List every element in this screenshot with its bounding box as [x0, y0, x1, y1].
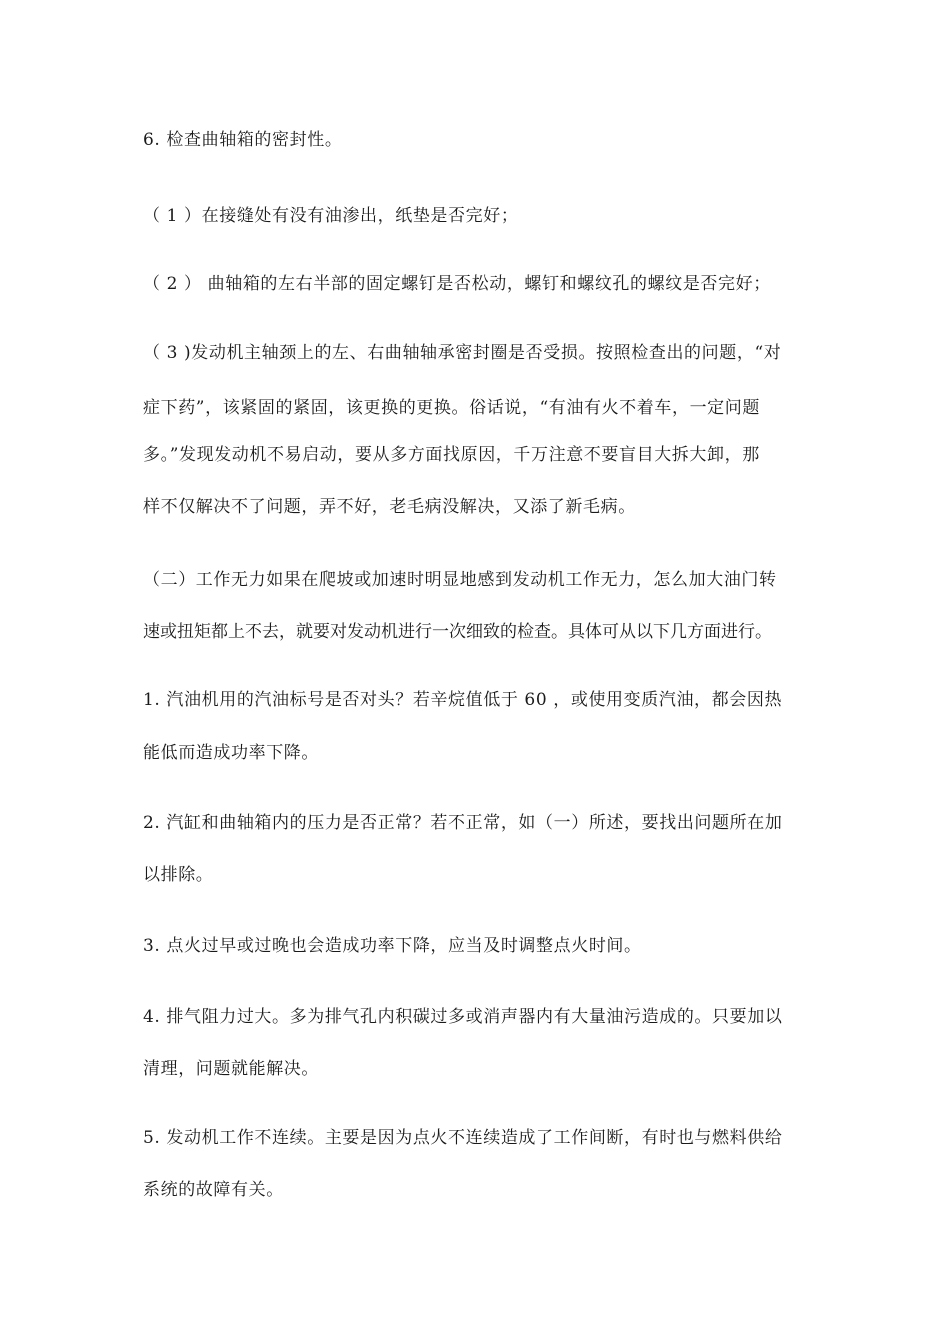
item-6-sub-3-line-2: 症下药”，该紧固的紧固，该更换的更换。俗话说，“有油有火不着车，一定问题 — [143, 398, 760, 418]
point-5-line-1: 5. 发动机工作不连续。主要是因为点火不连续造成了工作间断，有时也与燃料供给 — [143, 1128, 783, 1148]
point-1-line-1: 1. 汽油机用的汽油标号是否对头？若辛烷值低于 60 ，或使用变质汽油，都会因热 — [143, 690, 783, 710]
item-6-sub-2: （ 2 ） 曲轴箱的左右半部的固定螺钉是否松动，螺钉和螺纹孔的螺纹是否完好； — [143, 274, 771, 294]
item-6-sub-1: （ 1 ）在接缝处有没有油渗出，纸垫是否完好； — [143, 206, 519, 226]
point-4-line-2: 清理，问题就能解决。 — [143, 1059, 319, 1079]
section-2-paragraph-line-1: （二）工作无力如果在爬坡或加速时明显地感到发动机工作无力，怎么加大油门转 — [143, 570, 777, 590]
point-3-line-1: 3. 点火过早或过晚也会造成功率下降，应当及时调整点火时间。 — [143, 936, 642, 956]
point-2-line-2: 以排除。 — [143, 865, 214, 885]
item-6-heading: 6. 检查曲轴箱的密封性。 — [143, 130, 343, 150]
point-1-line-2: 能低而造成功率下降。 — [143, 743, 319, 763]
point-2-line-1: 2. 汽缸和曲轴箱内的压力是否正常？若不正常，如（一）所述，要找出问题所在加 — [143, 813, 783, 833]
item-6-sub-3-line-3: 多。”发现发动机不易启动，要从多方面找原因，千万注意不要盲目大拆大卸，那 — [143, 445, 760, 465]
item-6-sub-3-line-4: 样不仅解决不了问题，弄不好，老毛病没解决，又添了新毛病。 — [143, 497, 636, 517]
point-4-line-1: 4. 排气阻力过大。多为排气孔内积碳过多或消声器内有大量油污造成的。只要加以 — [143, 1007, 783, 1027]
item-6-sub-3-line-1: （ 3 )发动机主轴颈上的左、右曲轴轴承密封圈是否受损。按照检查出的问题，“对 — [143, 343, 782, 363]
point-5-line-2: 系统的故障有关。 — [143, 1180, 284, 1200]
section-2-paragraph-line-2: 速或扭矩都上不去，就要对发动机进行一次细致的检查。具体可从以下几方面进行。 — [143, 622, 772, 642]
